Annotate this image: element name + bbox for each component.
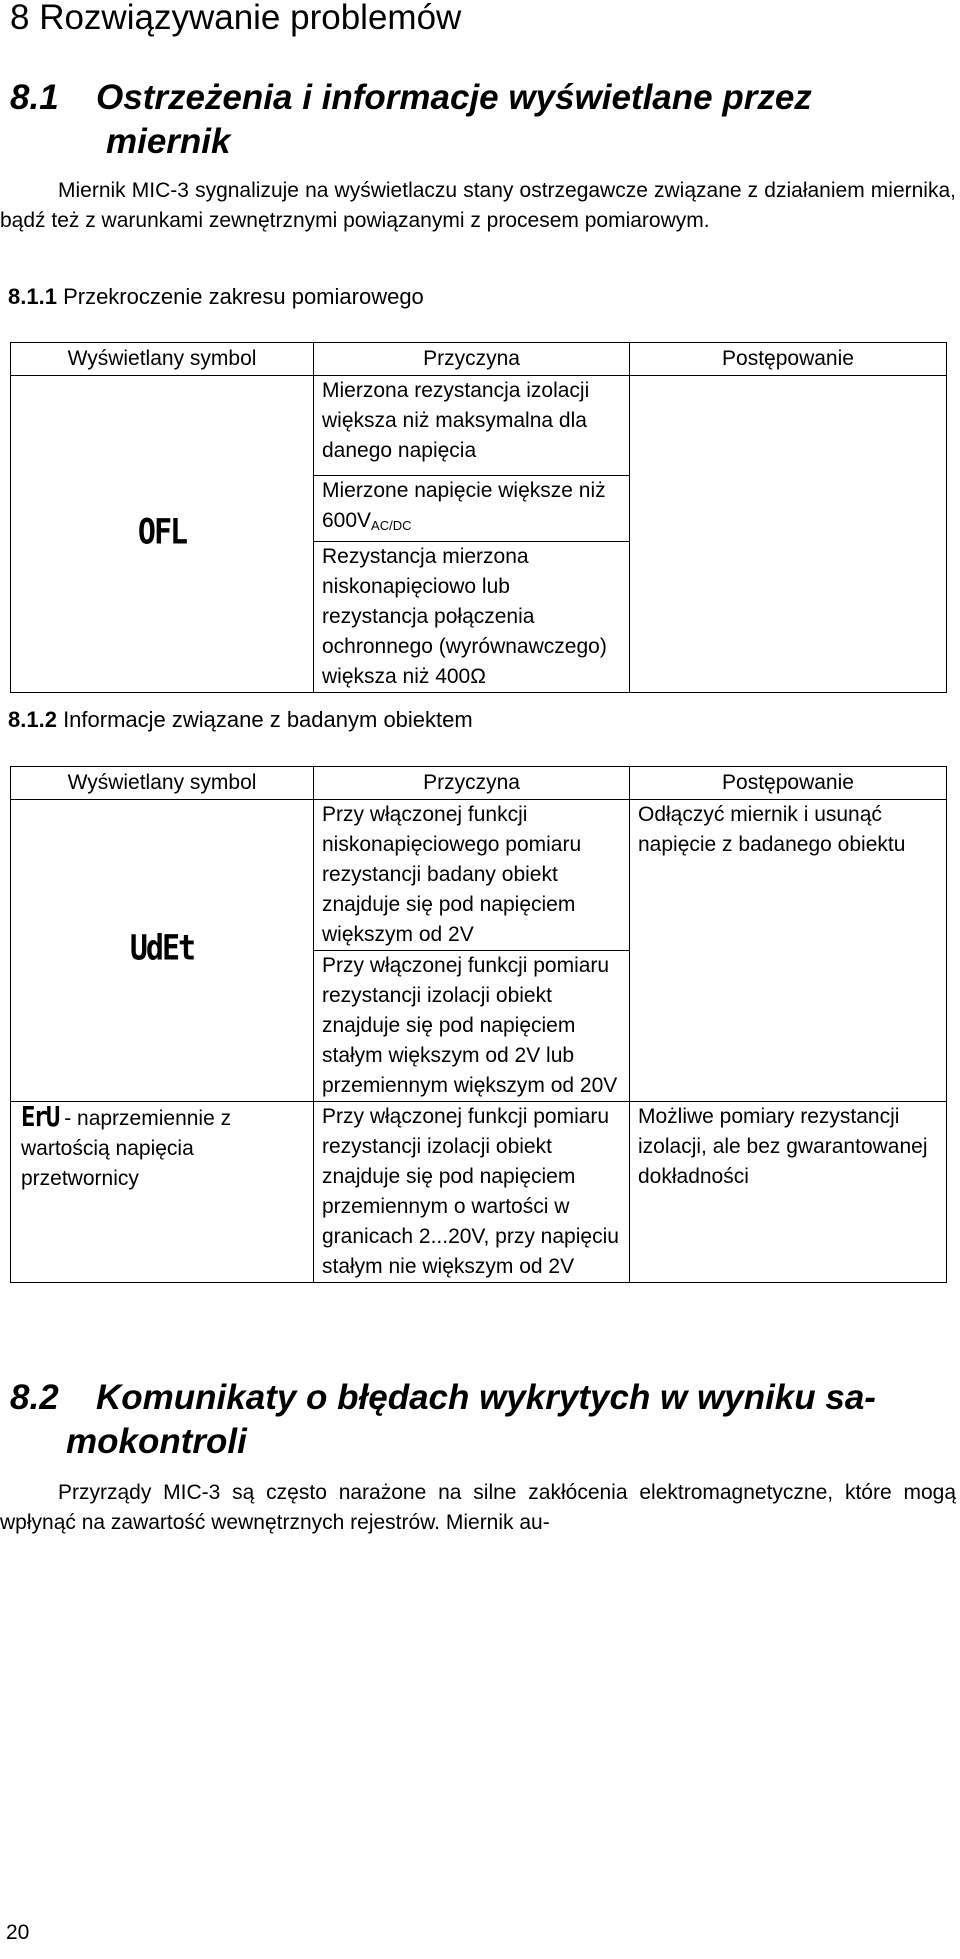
symbol-cell (11, 376, 314, 693)
chapter-title: 8 Rozwiązywanie problemów (10, 0, 462, 37)
header-symbol: Wyświetlany symbol (11, 767, 314, 800)
section-8-1-heading (10, 76, 812, 164)
subsection-number: 8.1.1 (8, 284, 57, 309)
subsection-title: Przekroczenie zakresu pomiarowego (63, 284, 424, 309)
symbol-description: - naprzemiennie z wartością napięcia przetwornicy (21, 1107, 232, 1190)
cause-cell: Przy włączonej funkcji pomiaru rezystancji izolacji obiekt znajduje się pod napięciem przemiennym o wartości w granicach 2...20V, przy napięciu stałym nie większym od 2V (314, 1102, 630, 1283)
cause-cell: Rezystancja mierzona niskonapięciowo lub rezystancja połączenia ochronnego (wyrównawczego) większa niż 400Ω (314, 542, 630, 693)
action-cell: Możliwe pomiary rezystancji izolacji, ale bez gwarantowanej dokładności (630, 1102, 947, 1283)
header-symbol: Wyświetlany symbol (11, 343, 314, 376)
section-title-line1: Ostrzeżenia i informacje wyświetlane przez (96, 78, 812, 117)
section-title-line2: miernik (106, 122, 231, 161)
section-8-2-heading (10, 1376, 876, 1464)
page-number: 20 (6, 1921, 30, 1944)
subsection-8-1-1-heading (8, 282, 424, 312)
subsection-title: Informacje związane z badanym obiektem (63, 707, 473, 732)
ofl-display-symbol: OFL (137, 511, 187, 553)
overrange-table (10, 342, 947, 693)
section-title-line2: mokontroli (66, 1422, 247, 1461)
cause-cell: Przy włączonej funkcji pomiaru rezystancji izolacji obiekt znajduje się pod napięciem stałym większym od 2V lub przemiennym większym od 20V (314, 951, 630, 1102)
symbol-cell (11, 1102, 314, 1283)
eru-display-symbol: ErU (21, 1100, 59, 1134)
subsection-8-1-2-heading (8, 705, 473, 735)
udet-display-symbol: UdEt (129, 928, 195, 969)
header-action: Postępowanie (630, 767, 947, 800)
action-cell (630, 376, 947, 693)
cause-cell: Przy włączonej funkcji niskonapięciowego pomiaru rezystancji badany obiekt znajduje się pod napięciem większym od 2V (314, 800, 630, 951)
section-number: 8.1 (10, 78, 59, 117)
header-cause: Przyczyna (314, 767, 630, 800)
symbol-cell (11, 800, 314, 1102)
section-8-1-paragraph: Miernik MIC-3 sygnalizuje na wyświetlaczu stany ostrzegawcze związane z działaniem miernika, bądź też z warunkami zewnętrznymi powiązanymi z procesem pomiarowym. (0, 179, 956, 232)
cause-text: Mierzone napięcie większe niż 600V (322, 479, 606, 532)
header-action: Postępowanie (630, 343, 947, 376)
subsection-number: 8.1.2 (8, 707, 57, 732)
cause-cell: Mierzona rezystancja izolacji większa niż maksymalna dla danego napięcia (314, 376, 630, 476)
header-cause: Przyczyna (314, 343, 630, 376)
section-title-line1: Komunikaty o błędach wykrytych w wyniku sa- (96, 1378, 876, 1417)
action-cell: Odłączyć miernik i usunąć napięcie z badanego obiektu (630, 800, 947, 1102)
cause-subscript: AC/DC (371, 518, 412, 533)
section-8-2-paragraph: Przyrządy MIC-3 są często narażone na silne zakłócenia elektromagnetyczne, które mogą wpłynąć na zawartość wewnętrznych rejestrów. Miernik au- (0, 1481, 956, 1534)
section-number: 8.2 (10, 1378, 59, 1417)
object-info-table (10, 766, 947, 1283)
cause-cell (314, 476, 630, 542)
